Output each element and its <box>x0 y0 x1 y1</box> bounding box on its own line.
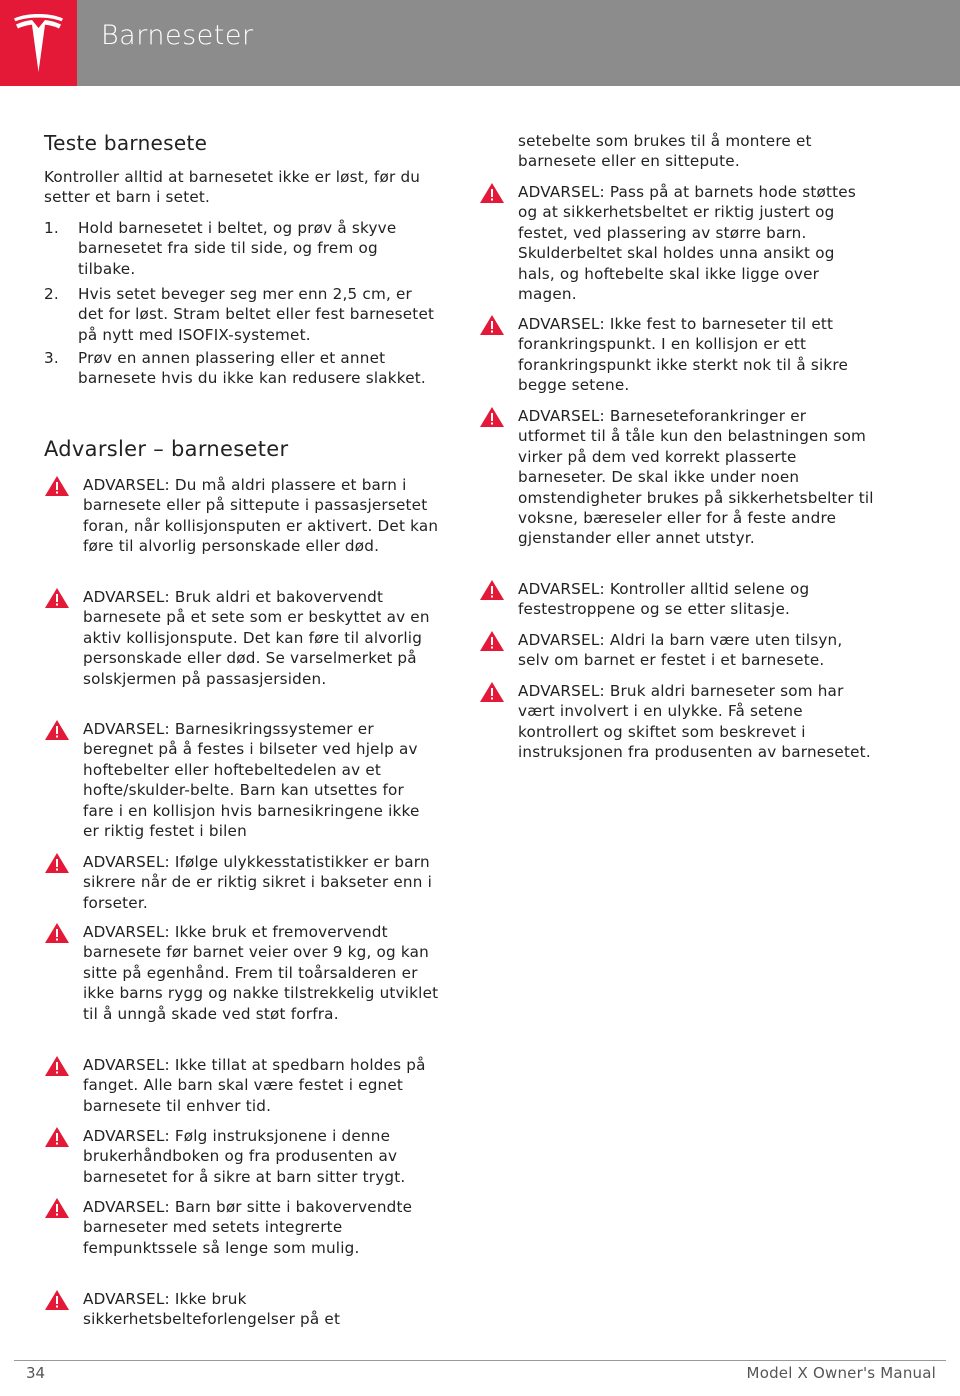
warning-text: ADVARSEL: Kontroller alltid selene og festestroppene og se etter slitasje. <box>518 580 810 619</box>
page-title: Barneseter <box>101 20 254 51</box>
step-text: Hvis setet beveger seg mer enn 2,5 cm, er det for løst. Stram beltet eller fest barnesetet på nytt med ISOFIX-systemet. <box>78 285 435 344</box>
warning-text: ADVARSEL: Barn bør sitte i bakovervendte barneseter med setets integrerte fempunktssele så lenge som mulig. <box>83 1198 413 1257</box>
page-header <box>0 0 960 86</box>
warning-triangle-icon <box>479 579 505 601</box>
warning-text: ADVARSEL: Ikke bruk sikkerhetsbelteforlengelser på et <box>83 1290 341 1329</box>
warning-text: ADVARSEL: Ikke tillat at spedbarn holdes på fanget. Alle barn skal være festet i egnet barnesete til enhver tid. <box>83 1056 426 1115</box>
warning-triangle-icon <box>44 719 70 741</box>
continuation-text: setebelte som brukes til å montere et barnesete eller en sittepute. <box>518 132 812 171</box>
warning-text: ADVARSEL: Barneseteforankringer er utformet til å tåle kun den belastningen som virker på dem ved korrekt plasserte barneseter. De skal ikke under noen omstendigheter brukes på sikkerhetsbelter til voksne, bæreseler eller for å feste andre gjenstander eller annet utstyr. <box>518 407 874 548</box>
intro-paragraph: Kontroller alltid at barnesetet ikke er løst, før du setter et barn i setet. <box>44 168 421 207</box>
warning-text: ADVARSEL: Du må aldri plassere et barn i barnesete eller på sittepute i passasjersetet foran, når kollisjonsputen er aktivert. Det kan føre til alvorlig personskade eller død. <box>83 476 439 556</box>
step-number: 2. <box>44 285 59 303</box>
warning-text: ADVARSEL: Ikke fest to barneseter til ett forankringspunkt. I en kollisjon er ett forankringspunkt ikke sterkt nok til å sikre begge setene. <box>518 315 849 395</box>
step-text: Prøv en annen plassering eller et annet barnesete hvis du ikke kan redusere slakket. <box>78 349 426 388</box>
section-heading-teste-barnesete: Teste barnesete <box>44 131 208 155</box>
step-number: 3. <box>44 349 59 367</box>
warning-triangle-icon <box>479 314 505 336</box>
warning-triangle-icon <box>44 1055 70 1077</box>
section-heading-advarsler: Advarsler – barneseter <box>44 437 289 461</box>
warning-text: ADVARSEL: Ikke bruk et fremovervendt barnesete før barnet veier over 9 kg, og kan sitte på egenhånd. Frem til toårsalderen er ikke barns rygg og nakke tilstrekkelig utviklet til å unngå skade ved støt forfra. <box>83 923 439 1023</box>
warning-triangle-icon <box>479 182 505 204</box>
warning-text: ADVARSEL: Følg instruksjonene i denne brukerhåndboken og fra produsenten av barnesetet for å sikre at barn sitter trygt. <box>83 1127 406 1186</box>
step-number: 1. <box>44 219 59 237</box>
warning-text: ADVARSEL: Bruk aldri et bakovervendt barnesete på et sete som er beskyttet av en aktiv kollisjonspute. Det kan føre til alvorlig personskade eller død. Se varselmerket på solskjermen på passasjersiden. <box>83 588 430 688</box>
warning-triangle-icon <box>44 852 70 874</box>
step-text: Hold barnesetet i beltet, og prøv å skyve barnesetet fra side til side, og frem og tilbake. <box>78 219 397 278</box>
warning-triangle-icon <box>479 630 505 652</box>
warning-triangle-icon <box>44 922 70 944</box>
manual-title: Model X Owner's Manual <box>746 1364 936 1382</box>
warning-triangle-icon <box>44 475 70 497</box>
warning-text: ADVARSEL: Pass på at barnets hode støttes og at sikkerhetsbeltet er riktig justert og festet, ved plassering av større barn. Skulderbeltet skal holdes unna ansikt og hals, og hoftebelte skal ikke ligge over magen. <box>518 183 856 304</box>
warning-text: ADVARSEL: Bruk aldri barneseter som har vært involvert i en ulykke. Få setene kontrollert og skiftet som beskrevet i instruksjonen fra produsenten av barnesetet. <box>518 682 871 762</box>
warning-text: ADVARSEL: Barnesikringssystemer er beregnet på å festes i bilseter ved hjelp av hoftebelter eller hoftebeltedelen av et hofte/skulder-belte. Barn kan utsettes for fare i en kollisjon hvis barnesikringene ikke er riktig festet i bilen <box>83 720 420 841</box>
footer-divider <box>14 1360 946 1361</box>
warning-triangle-icon <box>44 1197 70 1219</box>
warning-triangle-icon <box>44 587 70 609</box>
warning-triangle-icon <box>44 1289 70 1311</box>
tesla-logo-icon <box>0 0 77 86</box>
warning-triangle-icon <box>44 1126 70 1148</box>
page-number: 34 <box>26 1364 46 1382</box>
warning-triangle-icon <box>479 681 505 703</box>
warning-triangle-icon <box>479 406 505 428</box>
warning-text: ADVARSEL: Aldri la barn være uten tilsyn, selv om barnet er festet i et barnesete. <box>518 631 843 670</box>
warning-text: ADVARSEL: Ifølge ulykkesstatistikker er barn sikrere når de er riktig sikret i bakseter enn i forseter. <box>83 853 433 912</box>
